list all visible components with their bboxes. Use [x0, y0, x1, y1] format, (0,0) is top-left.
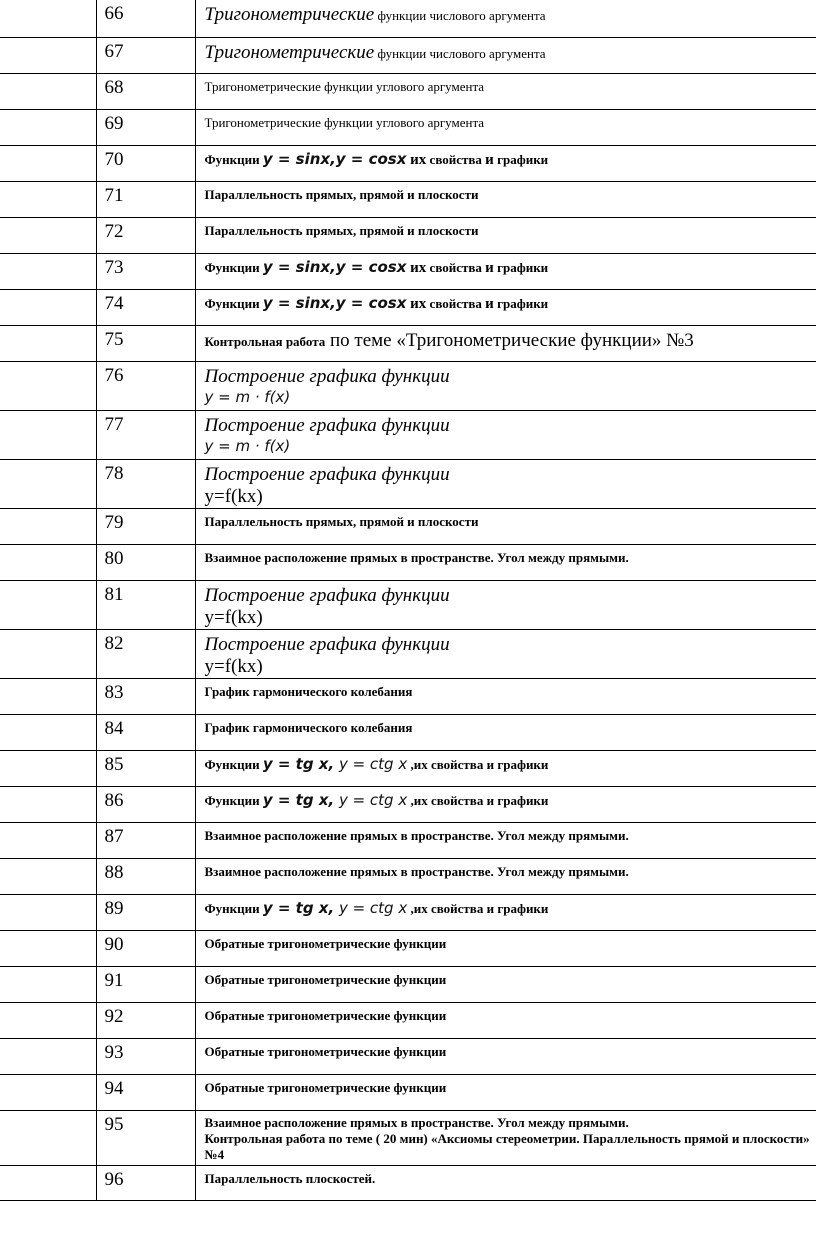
table-row [0, 73, 816, 109]
table-row [0, 678, 816, 714]
row-number: 76 [96, 361, 195, 410]
row-number: 83 [96, 678, 195, 714]
topic-cell: Функции y = sinx,y = cosx их свойства и графики [195, 253, 816, 289]
table-row [0, 410, 816, 459]
topic-cell: Построение графика функции y = m · f(x) [195, 410, 816, 459]
topic-cell: Построение графика функции y = m · f(x) [195, 361, 816, 410]
table-row [0, 544, 816, 580]
topic-cell: Взаимное расположение прямых в пространстве. Угол между прямыми. [195, 822, 816, 858]
table-row [0, 325, 816, 361]
row-number: 94 [96, 1074, 195, 1110]
topic-cell: Параллельность прямых, прямой и плоскости [195, 508, 816, 544]
math-formula: y = sinx,y = cosx [262, 149, 407, 168]
table-row [0, 714, 816, 750]
row-number: 93 [96, 1038, 195, 1074]
math-formula: y = sinx,y = cosx [262, 293, 407, 312]
topic-cell: Построение графика функции y=f(kx) [195, 580, 816, 629]
row-number: 81 [96, 580, 195, 629]
row-number: 87 [96, 822, 195, 858]
row-number: 70 [96, 145, 195, 181]
table-row [0, 508, 816, 544]
topic-cell: Функции y = tg x, y = ctg x ,их свойства и графики [195, 786, 816, 822]
topic-cell: Обратные тригонометрические функции [195, 1038, 816, 1074]
row-number: 80 [96, 544, 195, 580]
table-row [0, 966, 816, 1002]
table-row [0, 786, 816, 822]
topic-cell: Тригонометрические функции углового аргумента [195, 73, 816, 109]
row-number: 74 [96, 289, 195, 325]
row-number: 84 [96, 714, 195, 750]
table-row [0, 361, 816, 410]
row-number: 78 [96, 459, 195, 508]
row-number: 95 [96, 1110, 195, 1165]
topic-cell: Обратные тригонометрические функции [195, 1002, 816, 1038]
row-number: 71 [96, 181, 195, 217]
row-number: 92 [96, 1002, 195, 1038]
topic-cell: Обратные тригонометрические функции [195, 966, 816, 1002]
table-row [0, 181, 816, 217]
topic-cell: График гармонического колебания [195, 714, 816, 750]
math-formula: y = sinx,y = cosx [262, 257, 407, 276]
math-formula: y = m · f(x) [204, 387, 291, 406]
table-row [0, 629, 816, 678]
table-row [0, 1074, 816, 1110]
row-number: 89 [96, 894, 195, 930]
math-formula: y = ctg x [334, 898, 408, 917]
math-formula: y = ctg x [334, 754, 408, 773]
row-number: 91 [96, 966, 195, 1002]
topic-cell: Параллельность прямых, прямой и плоскости [195, 181, 816, 217]
row-number: 79 [96, 508, 195, 544]
topic-cell: Взаимное расположение прямых в пространстве. Угол между прямыми. Контрольная работа по теме ( 20 мин) «Аксиомы стереометрии. Параллельность прямой и плоскости» №4 [195, 1110, 816, 1165]
row-number: 73 [96, 253, 195, 289]
table-row [0, 37, 816, 73]
table-row [0, 858, 816, 894]
row-number: 72 [96, 217, 195, 253]
topic-cell: Контрольная работа по теме «Тригонометрические функции» №3 [195, 325, 816, 361]
table-row [0, 109, 816, 145]
topic-cell: Взаимное расположение прямых в пространстве. Угол между прямыми. [195, 544, 816, 580]
math-formula: y = tg x, [262, 790, 335, 809]
topic-cell: Обратные тригонометрические функции [195, 930, 816, 966]
row-number: 86 [96, 786, 195, 822]
row-number: 85 [96, 750, 195, 786]
math-formula: y = ctg x [334, 790, 408, 809]
table-row [0, 1110, 816, 1165]
math-formula: y = tg x, [262, 754, 335, 773]
table-row [0, 1165, 816, 1200]
row-number: 68 [96, 73, 195, 109]
row-number: 77 [96, 410, 195, 459]
table-row [0, 894, 816, 930]
topic-cell: Функции y = tg x, y = ctg x ,их свойства и графики [195, 750, 816, 786]
row-number: 96 [96, 1165, 195, 1200]
row-number: 88 [96, 858, 195, 894]
topic-cell: Взаимное расположение прямых в пространстве. Угол между прямыми. [195, 858, 816, 894]
topic-cell: Построение графика функции y=f(kx) [195, 629, 816, 678]
table-row [0, 459, 816, 508]
row-number: 90 [96, 930, 195, 966]
table-row [0, 1002, 816, 1038]
topic-cell: Тригонометрические функции числового аргумента [195, 37, 816, 73]
topic-cell: Построение графика функции y=f(kx) [195, 459, 816, 508]
row-number: 82 [96, 629, 195, 678]
table-row [0, 0, 816, 37]
math-formula: y = m · f(x) [204, 436, 291, 455]
row-number: 66 [96, 0, 195, 37]
topic-cell: График гармонического колебания [195, 678, 816, 714]
math-formula: y = tg x, [262, 898, 335, 917]
table-row [0, 822, 816, 858]
topic-cell: Обратные тригонометрические функции [195, 1074, 816, 1110]
topic-cell: Тригонометрические функции углового аргумента [195, 109, 816, 145]
row-number: 69 [96, 109, 195, 145]
topic-cell: Функции y = sinx,y = cosx их свойства и графики [195, 289, 816, 325]
table-row [0, 289, 816, 325]
topic-cell: Параллельность прямых, прямой и плоскости [195, 217, 816, 253]
table-row [0, 217, 816, 253]
table-row [0, 930, 816, 966]
topic-cell: Параллельность плоскостей. [195, 1165, 816, 1200]
table-row [0, 750, 816, 786]
row-number: 75 [96, 325, 195, 361]
table-row [0, 580, 816, 629]
topic-cell: Тригонометрические функции числового аргумента [195, 0, 816, 37]
topic-cell: Функции y = tg x, y = ctg x ,их свойства и графики [195, 894, 816, 930]
topic-cell: Функции y = sinx,y = cosx их свойства и графики [195, 145, 816, 181]
table-row [0, 253, 816, 289]
table-row [0, 145, 816, 181]
table-row [0, 1038, 816, 1074]
row-number: 67 [96, 37, 195, 73]
